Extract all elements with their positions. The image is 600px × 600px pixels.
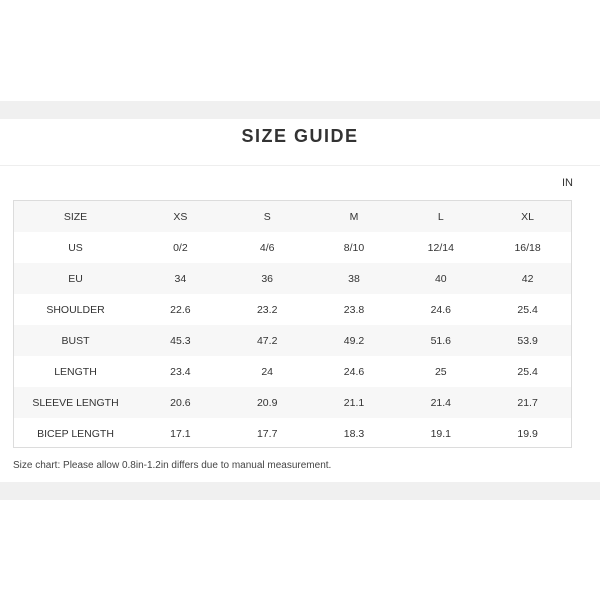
size-chart-table	[13, 200, 572, 448]
unit-label: IN	[562, 177, 573, 189]
header-cell-xs: XS	[137, 201, 224, 232]
table-cell: 22.6	[170, 303, 191, 316]
table-cell: 16/18	[514, 241, 541, 254]
table-cell: 4/6	[259, 241, 275, 254]
table-cell: 23.2	[256, 303, 278, 316]
row-label: US	[68, 241, 83, 254]
table-cell: 20.9	[224, 387, 311, 418]
title-divider	[0, 165, 600, 166]
table-cell: 17.1	[170, 427, 191, 440]
header-cell-l: L	[397, 201, 484, 232]
table-row-bicep-length	[14, 418, 571, 449]
top-divider-band	[0, 101, 600, 119]
table-cell: 25.4	[517, 303, 538, 316]
table-cell: 42	[484, 263, 571, 294]
table-cell: 19.9	[517, 427, 538, 440]
table-cell: 17.7	[256, 427, 278, 440]
row-label: LENGTH	[54, 365, 97, 378]
table-cell: 0/2	[173, 241, 188, 254]
table-cell: 21.7	[484, 387, 571, 418]
table-cell: 23.4	[170, 365, 191, 378]
row-label: SHOULDER	[46, 303, 105, 316]
table-header-row	[14, 201, 571, 232]
table-cell: 25.4	[517, 365, 538, 378]
table-cell: 38	[311, 263, 398, 294]
header-cell-m: M	[311, 201, 398, 232]
header-cell-s: S	[224, 201, 311, 232]
row-label: BICEP LENGTH	[37, 427, 114, 440]
table-row-eu	[14, 263, 571, 294]
table-row-us	[14, 232, 571, 263]
table-row-length	[14, 356, 571, 387]
table-cell: 40	[397, 263, 484, 294]
row-label: BUST	[14, 325, 137, 356]
table-cell: 24	[261, 365, 274, 378]
row-label: EU	[14, 263, 137, 294]
table-cell: 20.6	[137, 387, 224, 418]
table-cell: 53.9	[484, 325, 571, 356]
table-cell: 25	[434, 365, 447, 378]
measurement-note: Size chart: Please allow 0.8in-1.2in differs due to manual measurement.	[13, 460, 332, 471]
table-cell: 45.3	[137, 325, 224, 356]
table-cell: 8/10	[343, 241, 365, 254]
header-cell-xl: XL	[484, 201, 571, 232]
table-cell: 49.2	[311, 325, 398, 356]
bottom-divider-band	[0, 482, 600, 500]
table-cell: 36	[224, 263, 311, 294]
table-row-shoulder	[14, 294, 571, 325]
table-cell: 12/14	[427, 241, 454, 254]
table-row-sleeve-length	[14, 387, 571, 418]
page-title: SIZE GUIDE	[241, 126, 359, 146]
table-cell: 47.2	[224, 325, 311, 356]
table-cell: 23.8	[343, 303, 365, 316]
table-cell: 21.1	[311, 387, 398, 418]
table-cell: 19.1	[430, 427, 451, 440]
table-cell: 51.6	[397, 325, 484, 356]
header-cell-size: SIZE	[14, 201, 137, 232]
table-cell: 18.3	[343, 427, 365, 440]
row-label: SLEEVE LENGTH	[14, 387, 137, 418]
table-cell: 24.6	[430, 303, 451, 316]
table-row-bust	[14, 325, 571, 356]
table-cell: 21.4	[397, 387, 484, 418]
table-cell: 24.6	[343, 365, 365, 378]
table-cell: 34	[137, 263, 224, 294]
